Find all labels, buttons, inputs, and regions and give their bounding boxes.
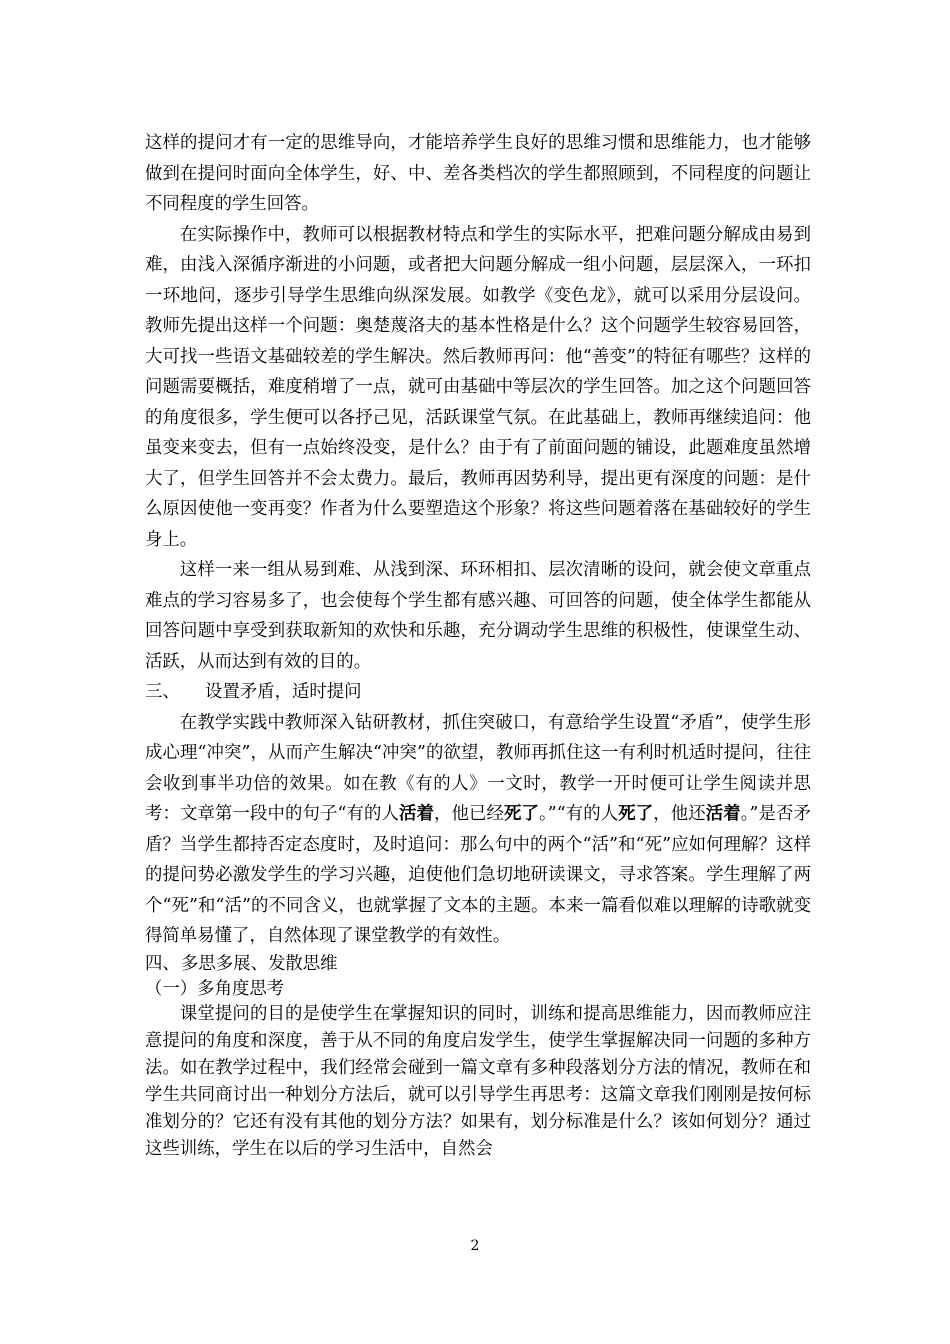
- document-body: [145, 128, 811, 1163]
- paragraph-text: 在教学实践中教师深入钻研教材，抓住突破口，有意给学生设置“矛盾”，使学生形成心理“冲突”，从而产生解决“冲突”的欲望，教师再抓住这一有利时机适时提问，往往会收到事半功倍的效果。如在教《有的人》一文时，教学一开时便可让学生阅读并思考：文章第一段中的句子“有的人: [145, 712, 811, 824]
- emphasis-text: 活着: [399, 804, 434, 824]
- paragraph-text: ，他还: [653, 804, 706, 824]
- body-paragraph: [145, 555, 811, 677]
- emphasis-text: 死了: [504, 804, 539, 824]
- section-title: 多思多展、发散思维: [181, 953, 338, 974]
- paragraph-text: 课堂提问的目的是使学生在掌握知识的同时，训练和提高思维能力，因而教师应注意提问的角度和深度，善于从不同的角度启发学生，使学生掌握解决同一问题的多种方法。如在教学过程中，我们经常会碰到一篇文章有多种段落划分方法的情况，教师在和学生共同商讨出一种划分方法后，就可以引导学生再思考：这篇文章我们刚刚是按何标准划分的？它还有没有其他的划分方法？如果有，划分标准是什么？该如何划分？通过这些训练，学生在以后的学习生活中，自然会: [145, 1003, 811, 1159]
- paragraph-text: 这样的提问才有一定的思维导向，才能培养学生良好的思维习惯和思维能力，也才能够做到在提问时面向全体学生，好、中、差各类档次的学生都照顾到，不同程度的问题让不同程度的学生回答。: [145, 133, 811, 214]
- section-heading: [145, 677, 811, 708]
- subsection-heading: （一）多角度思考: [145, 978, 285, 999]
- paragraph-text: ，他已经: [434, 804, 504, 824]
- emphasis-text: 死了: [618, 804, 654, 824]
- body-paragraph: [145, 1001, 811, 1163]
- page-number: 2: [470, 1238, 480, 1254]
- section-title: 设置矛盾，适时提问: [205, 682, 362, 702]
- section-number: 四、: [145, 953, 180, 974]
- section-heading: [145, 952, 811, 977]
- paragraph-text: 。”“有的人: [539, 804, 619, 824]
- body-paragraph: [145, 708, 811, 952]
- paragraph-text: 这样一来一组从易到难、从浅到深、环环相扣、层次清晰的设问，就会使文章重点难点的学习容易多了，也会使每个学生都有感兴趣、可回答的问题，使全体学生都能从回答问题中享受到获取新知的欢快和乐趣，充分调动学生思维的积极性，使课堂生动、活跃，从而达到有效的目的。: [145, 560, 811, 672]
- paragraph-text: 。”是否矛盾？当学生都持否定态度时，及时追问：那么句中的两个“活”和“死”应如何理解？这样的提问势必激发学生的学习兴趣，迫使他们急切地研读课文，寻求答案。学生理解了两个“死”和“活”的不同含义，也就掌握了文本的主题。本来一篇看似难以理解的诗歌就变得简单易懂了，自然体现了课堂教学的有效性。: [145, 804, 811, 946]
- body-paragraph: [145, 220, 811, 556]
- section-number: 三、: [145, 682, 180, 702]
- paragraph-text: 在实际操作中，教师可以根据教材特点和学生的实际水平，把难问题分解成由易到难，由浅入深循序渐进的小问题，或者把大问题分解成一组小问题，层层深入，一环扣一环地问，逐步引导学生思维向纵深发展。如教学《变色龙》，就可以采用分层设问。教师先提出这样一个问题：奥楚蔑洛夫的基本性格是什么？这个问题学生较容易回答，大可找一些语文基础较差的学生解决。然后教师再问：他“善变”的特征有哪些？这样的问题需要概括，难度稍增了一点，就可由基础中等层次的学生回答。加之这个问题回答的角度很多，学生便可以各抒己见，活跃课堂气氛。在此基础上，教师再继续追问：他虽变来变去，但有一点始终没变，是什么？由于有了前面问题的铺设，此题难度虽然增大了，但学生回答并不会太费力。最后，教师再因势利导，提出更有深度的问题：是什么原因使他一变再变？作者为什么要塑造这个形象？将这些问题着落在基础较好的学生身上。: [145, 224, 811, 550]
- body-paragraph: [145, 128, 811, 220]
- emphasis-text: 活着: [705, 804, 741, 824]
